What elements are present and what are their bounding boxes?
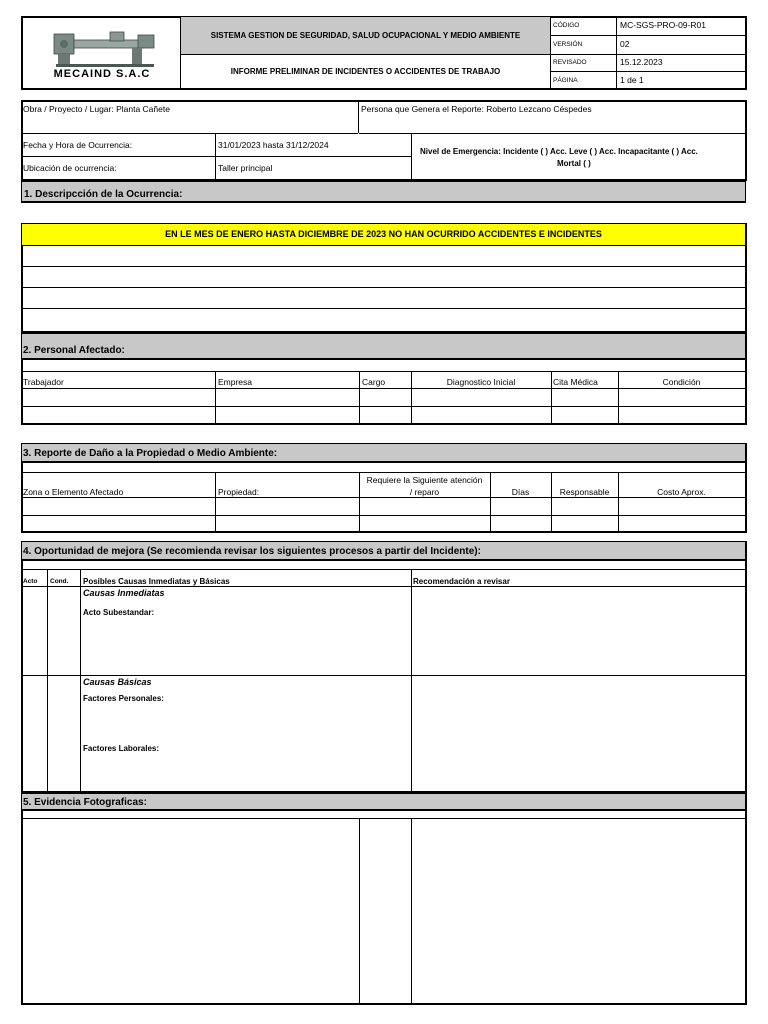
section-1-title: 1. Descripcción de la Ocurrencia: (21, 181, 746, 203)
meta-label-codigo: CÓDIGO (553, 22, 580, 29)
lathe-machine-icon (50, 24, 160, 68)
col-costo: Costo Aprox. (657, 487, 706, 497)
col-cond: Cond. (50, 578, 69, 585)
col-recomendacion: Recomendación a revisar (413, 577, 510, 586)
section-2-title: 2. Personal Afectado: (23, 345, 125, 356)
section-5-title: 5. Evidencia Fotograficas: (23, 797, 147, 808)
factores-personales-label: Factores Personales: (83, 694, 164, 703)
col-trabajador: Trabajador (23, 377, 64, 387)
causas-basicas-label: Causas Básicas (83, 677, 152, 687)
emergencia-line1: Nivel de Emergencia: Incidente ( ) Acc. Leve ( ) Acc. Incapacitante ( ) Acc. (420, 147, 698, 156)
ubicacion-label: Ubicación de ocurrencia: (23, 163, 117, 173)
col-requiere-1: Requiere la Siguiente atención (366, 475, 483, 485)
persona-field: Persona que Genera el Reporte: Roberto Lezcano Céspedes (361, 104, 592, 114)
col-condicion: Condición (662, 377, 701, 387)
factores-laborales-label: Factores Laborales: (83, 744, 160, 753)
system-title: SISTEMA GESTION DE SEGURIDAD, SALUD OCUPACIONAL Y MEDIO AMBIENTE (210, 31, 521, 40)
col-causas: Posibles Causas Inmediatas y Básicas (83, 577, 230, 586)
col-zona: Zona o Elemento Afectado (23, 487, 124, 497)
meta-label-pagina: PÁGINA (553, 77, 578, 84)
ubicacion-value: Taller principal (218, 163, 273, 173)
col-propiedad: Propiedad: (218, 487, 260, 497)
col-requiere-2: / reparo (409, 487, 440, 497)
causas-inmediatas-label: Causas Inmediatas (83, 588, 165, 598)
col-cita-medica: Cita Médica (553, 377, 598, 387)
obra-field: Obra / Proyecto / Lugar: Planta Cañete (23, 104, 170, 114)
section-3-title: 3. Reporte de Daño a la Propiedad o Medio Ambiente: (23, 448, 278, 459)
no-incidents-notice: EN LE MES DE ENERO HASTA DICIEMBRE DE 2023 NO HAN OCURRIDO ACCIDENTES E INCIDENTES (165, 229, 602, 239)
logo-text: MECAIND S.A.C (53, 68, 151, 80)
meta-value-version: 02 (620, 39, 630, 49)
fecha-value: 31/01/2023 hasta 31/12/2024 (218, 140, 329, 150)
col-diagnostico: Diagnostico Inicial (446, 377, 516, 387)
col-empresa: Empresa (218, 377, 253, 387)
meta-value-codigo: MC-SGS-PRO-09-R01 (620, 20, 706, 30)
meta-value-revisado: 15.12.2023 (620, 57, 663, 67)
meta-value-pagina: 1 de 1 (620, 75, 644, 85)
acto-subestandar-label: Acto Subestandar: (83, 608, 155, 617)
col-responsable: Responsable (559, 487, 610, 497)
meta-label-revisado: REVISADO (553, 59, 587, 66)
fecha-label: Fecha y Hora de Ocurrencia: (23, 140, 133, 150)
emergencia-line2: Mortal ( ) (557, 159, 591, 168)
company-logo (50, 24, 160, 68)
meta-label-version: VERSIÓN (553, 41, 583, 48)
report-title: INFORME PRELIMINAR DE INCIDENTES O ACCIDENTES DE TRABAJO (230, 67, 501, 76)
col-cargo: Cargo (362, 377, 386, 387)
col-acto: Acto (23, 578, 38, 585)
col-dias: Días (511, 487, 530, 497)
section-5-block (21, 793, 747, 1005)
section-4-title: 4. Oportunidad de mejora (Se recomienda revisar los siguientes procesos a partir del Incidente): (23, 546, 481, 557)
